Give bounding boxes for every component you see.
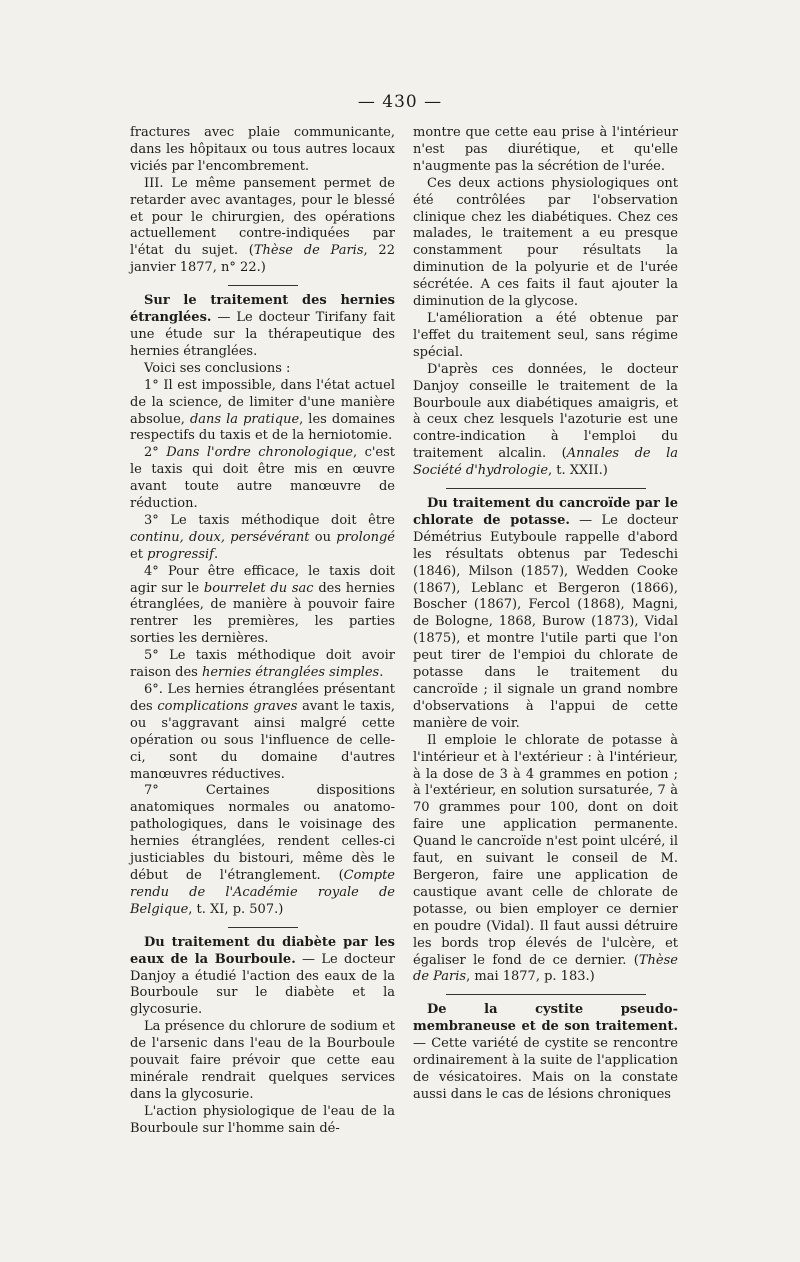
paragraph: montre que cette eau prise à l'intérieur n'est pas diurétique, et qu'elle n'augmente pas la sécrétion de l'urée. bbox=[413, 125, 678, 174]
paragraph: D'après ces données, le docteur Danjoy conseille le traitement de la Bourboule aux diabétiques amaigris, et à ceux chez lesquels l'azoturie est une contre-indication à l'emploi du traitement alcalin. (Annales de la Société d'hydrologie, t. XXII.) bbox=[413, 361, 678, 479]
section-divider bbox=[446, 994, 646, 995]
paragraph: 3° Le taxis méthodique doit être continu, doux, persévérant ou prolongé et progressif. bbox=[130, 512, 395, 562]
paragraph: 5° Le taxis méthodique doit avoir raison des hernies étranglées simples. bbox=[130, 648, 395, 681]
section-heading-diabete: Du traitement du diabète par les eaux de la Bourboule. — Le docteur Danjoy a étudié l'action des eaux de la Bourboule sur le diabète et la glycosurie. bbox=[130, 934, 395, 1018]
paragraph: L'amélioration a été obtenue par l'effet du traitement seul, sans régime spécial. bbox=[413, 310, 678, 360]
paragraph: 2° Dans l'ordre chronologique, c'est le taxis qui doit être mis en œuvre avant toute autre manœuvre de réduction. bbox=[130, 445, 396, 512]
paragraph: Voici ses conclusions : bbox=[144, 360, 291, 376]
right-column bbox=[413, 125, 678, 1104]
paragraph: Il emploie le chlorate de potasse à l'intérieur et à l'extérieur : à l'intérieur, à la dose de 3 à 4 grammes en potion ; à l'extérieur, en solution sursaturée, 7 à 70 grammes pour 100, dont on doit faire une application permanente. Quand le cancroïde n'est point ulcéré, il faut, en suivant le conseil de M. Bergeron, faire une application de caustique avant celle de chlorate de potasse, ou bien employer ce dernier en poudre (Vidal). Il faut aussi détruire les bords trop élevés de l'ulcère, et égaliser le fond de ce dernier. (Thèse de Paris, mai 1877, p. 183.) bbox=[413, 732, 678, 985]
paragraph: 1° Il est impossible, dans l'état actuel de la science, de limiter d'une manière absolue, dans la pratique, les domaines respectifs du taxis et de la herniotomie. bbox=[130, 377, 395, 444]
section-divider bbox=[228, 285, 298, 286]
paragraph: 7° Certaines dispositions anatomiques normales ou anatomo-pathologiques, dans le voisinage des hernies étranglées, rendent celles-ci justiciables du bistouri, même dès le début de l'étranglement. (Compte rendu de l'Académie royale de Belgique, t. XI, p. 507.) bbox=[130, 783, 395, 917]
paragraph: 6°. Les hernies étranglées présentant des complications graves avant le taxis, ou s'aggravant ainsi malgré cette opération ou sous l'influence de celle-ci, sont du domaine d'autres manœuvres réductives. bbox=[130, 682, 395, 782]
paragraph: fractures avec plaie communicante, dans les hôpitaux ou tous autres locaux viciés par l'encombrement. bbox=[130, 125, 395, 174]
paragraph: La présence du chlorure de sodium et de l'arsenic dans l'eau de la Bourboule pouvait faire prévoir que cette eau minérale rendrait quelques services dans la glycosurie. bbox=[130, 1019, 395, 1102]
left-column bbox=[130, 125, 395, 1138]
section-heading-cystite: De la cystite pseudo-membraneuse et de son traitement. — Cette variété de cystite se rencontre ordinairement à la suite de l'application de vésicatoires. Mais on la constate aussi dans le cas de lésions chroniques bbox=[413, 1002, 678, 1102]
paragraph: Ces deux actions physiologiques ont été contrôlées par l'observation clinique chez les diabétiques. Chez ces malades, le traitement a eu presque constamment pour résultats la diminution de la polyurie et de l'urée sécrétée. A ces faits il faut ajouter la diminution de la glycose. bbox=[413, 175, 678, 310]
paragraph: III. Le même pansement permet de retarder avec avantages, pour le blessé et pour le chirurgien, des opérations actuellement contre-indiquées par l'état du sujet. (Thèse de Paris, 22 janvier 1877, n° 22.) bbox=[130, 175, 395, 276]
paragraph: L'action physiologique de l'eau de la Bourboule sur l'homme sain dé- bbox=[130, 1103, 395, 1136]
section-heading-hernies: Sur le traitement des hernies étranglées. — Le docteur Tirifany fait une étude sur la thérapeutique des hernies étranglées. bbox=[130, 293, 395, 359]
paragraph: 4° Pour être efficace, le taxis doit agir sur le bourrelet du sac des hernies étranglées, de manière à pouvoir faire rentrer les premières, les parties sorties les dernières. bbox=[130, 563, 395, 647]
section-divider bbox=[228, 927, 298, 928]
page-number: — 430 — bbox=[357, 92, 443, 112]
section-divider bbox=[446, 488, 646, 489]
section-heading-cancroide: Du traitement du cancroïde par le chlorate de potasse. — Le docteur Démétrius Eutyboule rappelle d'abord les résultats obtenus par Tedeschi (1846), Milson (1857), Wedden Cooke (1867), Leblanc et Bergeron (1866), Boscher (1867), Fercol (1868), Magni, de Bologne, 1868, Burow (1873), Vidal (1875), et montre l'utile parti que l'on peut tirer de l'empioi du chlorate de potasse dans le traitement du cancroïde ; il signale un grand nombre d'observations à l'appui de cette manière de voir. bbox=[413, 496, 678, 731]
